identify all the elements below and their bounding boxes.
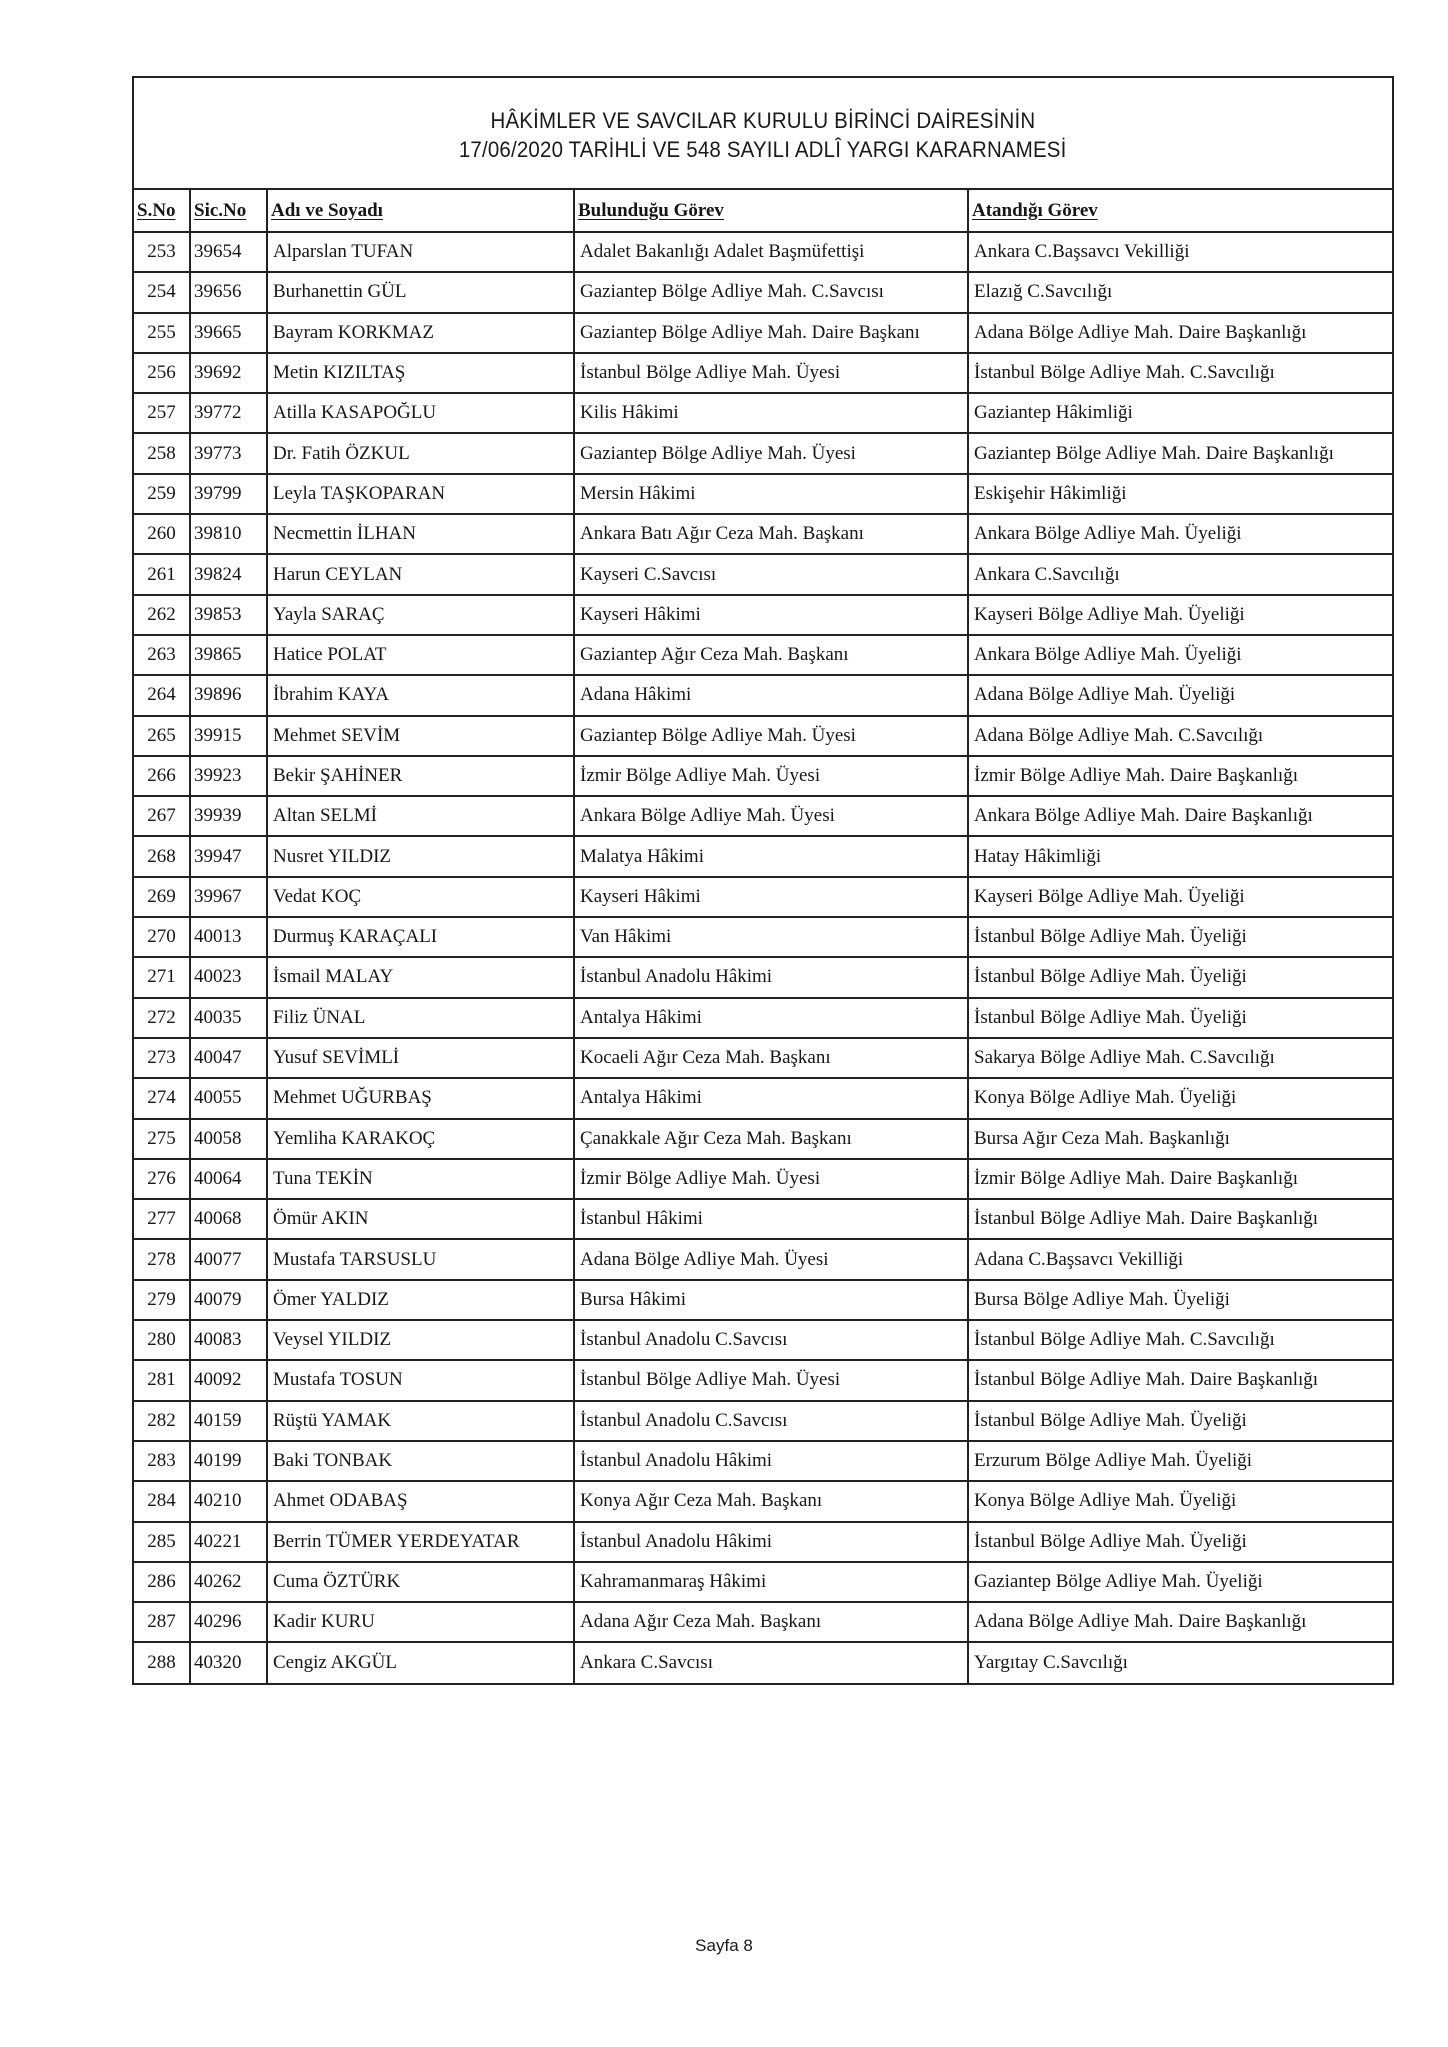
cell-current-post: İstanbul Anadolu Hâkimi (574, 957, 968, 997)
cell-assigned-post: Ankara C.Savcılığı (968, 554, 1392, 594)
cell-assigned-post: Ankara Bölge Adliye Mah. Daire Başkanlığı (968, 796, 1392, 836)
cell-assigned-post: Gaziantep Bölge Adliye Mah. Üyeliği (968, 1562, 1392, 1602)
cell-sno: 265 (134, 716, 190, 756)
cell-current-post: İstanbul Bölge Adliye Mah. Üyesi (574, 353, 968, 393)
cell-assigned-post: İstanbul Bölge Adliye Mah. Üyeliği (968, 917, 1392, 957)
cell-name: Mehmet SEVİM (267, 716, 574, 756)
cell-current-post: Adana Hâkimi (574, 675, 968, 715)
cell-current-post: Bursa Hâkimi (574, 1280, 968, 1320)
document-title-line-2: 17/06/2020 TARİHLİ VE 548 SAYILI ADLÎ YARGI KARARNAMESİ (459, 137, 1067, 162)
cell-sno: 273 (134, 1038, 190, 1078)
cell-sic-no: 39810 (190, 514, 267, 554)
cell-name: Veysel YILDIZ (267, 1320, 574, 1360)
cell-assigned-post: Adana C.Başsavcı Vekilliği (968, 1239, 1392, 1279)
cell-sic-no: 39939 (190, 796, 267, 836)
cell-assigned-post: Sakarya Bölge Adliye Mah. C.Savcılığı (968, 1038, 1392, 1078)
cell-name: Leyla TAŞKOPARAN (267, 474, 574, 514)
table-row (134, 393, 1392, 433)
table-row (134, 1642, 1392, 1682)
table-row (134, 1038, 1392, 1078)
table-row (134, 716, 1392, 756)
table-row (134, 917, 1392, 957)
table-row (134, 836, 1392, 876)
column-header-assigned-post: Atandığı Görev (968, 190, 1392, 232)
cell-current-post: Kocaeli Ağır Ceza Mah. Başkanı (574, 1038, 968, 1078)
cell-sic-no: 39923 (190, 756, 267, 796)
table-row (134, 514, 1392, 554)
cell-sic-no: 40064 (190, 1159, 267, 1199)
cell-assigned-post: Hatay Hâkimliği (968, 836, 1392, 876)
cell-name: Ömer YALDIZ (267, 1280, 574, 1320)
table-body (134, 232, 1392, 1683)
cell-assigned-post: İzmir Bölge Adliye Mah. Daire Başkanlığı (968, 756, 1392, 796)
cell-assigned-post: İstanbul Bölge Adliye Mah. Daire Başkanlığı (968, 1360, 1392, 1400)
cell-sno: 268 (134, 836, 190, 876)
cell-current-post: Kayseri Hâkimi (574, 595, 968, 635)
cell-assigned-post: İstanbul Bölge Adliye Mah. Daire Başkanlığı (968, 1199, 1392, 1239)
cell-name: Nusret YILDIZ (267, 836, 574, 876)
cell-sno: 269 (134, 877, 190, 917)
cell-sic-no: 40159 (190, 1401, 267, 1441)
cell-sic-no: 39824 (190, 554, 267, 594)
cell-sic-no: 39967 (190, 877, 267, 917)
table-row (134, 877, 1392, 917)
cell-current-post: Konya Ağır Ceza Mah. Başkanı (574, 1481, 968, 1521)
cell-assigned-post: Kayseri Bölge Adliye Mah. Üyeliği (968, 595, 1392, 635)
cell-sic-no: 40013 (190, 917, 267, 957)
table-row (134, 1280, 1392, 1320)
cell-name: Necmettin İLHAN (267, 514, 574, 554)
cell-current-post: Van Hâkimi (574, 917, 968, 957)
cell-sno: 288 (134, 1642, 190, 1682)
cell-assigned-post: Gaziantep Bölge Adliye Mah. Daire Başkanlığı (968, 433, 1392, 473)
cell-sno: 282 (134, 1401, 190, 1441)
cell-assigned-post: Adana Bölge Adliye Mah. C.Savcılığı (968, 716, 1392, 756)
cell-sic-no: 40092 (190, 1360, 267, 1400)
cell-current-post: İstanbul Hâkimi (574, 1199, 968, 1239)
appointments-table (134, 190, 1392, 1683)
cell-sic-no: 40199 (190, 1441, 267, 1481)
cell-assigned-post: Ankara Bölge Adliye Mah. Üyeliği (968, 635, 1392, 675)
cell-name: Atilla KASAPOĞLU (267, 393, 574, 433)
cell-name: Filiz ÜNAL (267, 998, 574, 1038)
cell-sno: 280 (134, 1320, 190, 1360)
table-row (134, 353, 1392, 393)
cell-sno: 270 (134, 917, 190, 957)
cell-sic-no: 39799 (190, 474, 267, 514)
cell-sic-no: 39654 (190, 232, 267, 272)
cell-sno: 277 (134, 1199, 190, 1239)
cell-name: Mustafa TARSUSLU (267, 1239, 574, 1279)
cell-sno: 260 (134, 514, 190, 554)
cell-current-post: Antalya Hâkimi (574, 998, 968, 1038)
cell-assigned-post: İstanbul Bölge Adliye Mah. Üyeliği (968, 1401, 1392, 1441)
cell-sno: 278 (134, 1239, 190, 1279)
cell-current-post: Ankara C.Savcısı (574, 1642, 968, 1682)
cell-current-post: Kayseri Hâkimi (574, 877, 968, 917)
cell-name: Cengiz AKGÜL (267, 1642, 574, 1682)
table-row (134, 1401, 1392, 1441)
cell-current-post: Gaziantep Bölge Adliye Mah. Üyesi (574, 433, 968, 473)
cell-sic-no: 40320 (190, 1642, 267, 1682)
cell-name: Yusuf SEVİMLİ (267, 1038, 574, 1078)
cell-name: Baki TONBAK (267, 1441, 574, 1481)
cell-name: Metin KIZILTAŞ (267, 353, 574, 393)
cell-name: Cuma ÖZTÜRK (267, 1562, 574, 1602)
cell-current-post: Malatya Hâkimi (574, 836, 968, 876)
table-row (134, 675, 1392, 715)
cell-name: Vedat KOÇ (267, 877, 574, 917)
cell-sic-no: 39853 (190, 595, 267, 635)
cell-sic-no: 40083 (190, 1320, 267, 1360)
cell-sno: 284 (134, 1481, 190, 1521)
table-row (134, 433, 1392, 473)
cell-assigned-post: Konya Bölge Adliye Mah. Üyeliği (968, 1481, 1392, 1521)
cell-sic-no: 39692 (190, 353, 267, 393)
cell-assigned-post: İstanbul Bölge Adliye Mah. Üyeliği (968, 998, 1392, 1038)
cell-current-post: Çanakkale Ağır Ceza Mah. Başkanı (574, 1119, 968, 1159)
cell-sno: 266 (134, 756, 190, 796)
table-row (134, 1481, 1392, 1521)
cell-name: Bekir ŞAHİNER (267, 756, 574, 796)
table-row (134, 796, 1392, 836)
cell-sno: 283 (134, 1441, 190, 1481)
cell-name: Rüştü YAMAK (267, 1401, 574, 1441)
cell-assigned-post: Yargıtay C.Savcılığı (968, 1642, 1392, 1682)
cell-sic-no: 40035 (190, 998, 267, 1038)
table-row (134, 1159, 1392, 1199)
cell-sno: 261 (134, 554, 190, 594)
table-row (134, 1562, 1392, 1602)
cell-name: Yemliha KARAKOÇ (267, 1119, 574, 1159)
cell-name: Ömür AKIN (267, 1199, 574, 1239)
cell-assigned-post: İstanbul Bölge Adliye Mah. Üyeliği (968, 957, 1392, 997)
table-row (134, 1199, 1392, 1239)
cell-current-post: Ankara Batı Ağır Ceza Mah. Başkanı (574, 514, 968, 554)
cell-sno: 262 (134, 595, 190, 635)
cell-sno: 286 (134, 1562, 190, 1602)
cell-current-post: İstanbul Anadolu C.Savcısı (574, 1401, 968, 1441)
cell-name: Burhanettin GÜL (267, 272, 574, 312)
cell-assigned-post: Ankara Bölge Adliye Mah. Üyeliği (968, 514, 1392, 554)
cell-sic-no: 39772 (190, 393, 267, 433)
cell-name: Mehmet UĞURBAŞ (267, 1078, 574, 1118)
cell-sno: 253 (134, 232, 190, 272)
cell-current-post: Mersin Hâkimi (574, 474, 968, 514)
cell-current-post: Adana Ağır Ceza Mah. Başkanı (574, 1602, 968, 1642)
cell-sic-no: 40055 (190, 1078, 267, 1118)
cell-current-post: İzmir Bölge Adliye Mah. Üyesi (574, 1159, 968, 1199)
cell-sno: 285 (134, 1522, 190, 1562)
table-row (134, 1522, 1392, 1562)
cell-sno: 276 (134, 1159, 190, 1199)
cell-assigned-post: Konya Bölge Adliye Mah. Üyeliği (968, 1078, 1392, 1118)
table-row (134, 554, 1392, 594)
cell-assigned-post: Eskişehir Hâkimliği (968, 474, 1392, 514)
cell-assigned-post: İstanbul Bölge Adliye Mah. C.Savcılığı (968, 1320, 1392, 1360)
cell-current-post: İstanbul Anadolu C.Savcısı (574, 1320, 968, 1360)
table-row (134, 1360, 1392, 1400)
cell-sic-no: 40296 (190, 1602, 267, 1642)
cell-current-post: Kayseri C.Savcısı (574, 554, 968, 594)
cell-current-post: Ankara Bölge Adliye Mah. Üyesi (574, 796, 968, 836)
cell-sno: 275 (134, 1119, 190, 1159)
cell-assigned-post: İzmir Bölge Adliye Mah. Daire Başkanlığı (968, 1159, 1392, 1199)
cell-sno: 267 (134, 796, 190, 836)
cell-assigned-post: Bursa Bölge Adliye Mah. Üyeliği (968, 1280, 1392, 1320)
table-row (134, 232, 1392, 272)
cell-assigned-post: İstanbul Bölge Adliye Mah. C.Savcılığı (968, 353, 1392, 393)
cell-assigned-post: Adana Bölge Adliye Mah. Üyeliği (968, 675, 1392, 715)
cell-current-post: Kahramanmaraş Hâkimi (574, 1562, 968, 1602)
document-title-line-1: HÂKİMLER VE SAVCILAR KURULU BİRİNCİ DAİRESİNİN (490, 108, 1036, 133)
table-row (134, 313, 1392, 353)
cell-sno: 254 (134, 272, 190, 312)
cell-current-post: Gaziantep Bölge Adliye Mah. C.Savcısı (574, 272, 968, 312)
cell-current-post: Kilis Hâkimi (574, 393, 968, 433)
table-row (134, 635, 1392, 675)
cell-sno: 255 (134, 313, 190, 353)
cell-sic-no: 39865 (190, 635, 267, 675)
cell-current-post: İstanbul Anadolu Hâkimi (574, 1441, 968, 1481)
cell-assigned-post: Adana Bölge Adliye Mah. Daire Başkanlığı (968, 1602, 1392, 1642)
cell-sno: 256 (134, 353, 190, 393)
cell-current-post: Adalet Bakanlığı Adalet Başmüfettişi (574, 232, 968, 272)
table-row (134, 957, 1392, 997)
column-header-current-post: Bulunduğu Görev (574, 190, 968, 232)
cell-sno: 279 (134, 1280, 190, 1320)
cell-sic-no: 40077 (190, 1239, 267, 1279)
cell-name: Bayram KORKMAZ (267, 313, 574, 353)
table-row (134, 1119, 1392, 1159)
cell-sic-no: 40068 (190, 1199, 267, 1239)
document-title-block (134, 78, 1392, 190)
cell-name: Dr. Fatih ÖZKUL (267, 433, 574, 473)
cell-name: Tuna TEKİN (267, 1159, 574, 1199)
table-row (134, 1239, 1392, 1279)
cell-name: Ahmet ODABAŞ (267, 1481, 574, 1521)
cell-assigned-post: Erzurum Bölge Adliye Mah. Üyeliği (968, 1441, 1392, 1481)
cell-assigned-post: Bursa Ağır Ceza Mah. Başkanlığı (968, 1119, 1392, 1159)
cell-sno: 258 (134, 433, 190, 473)
table-header-row (134, 190, 1392, 232)
cell-sic-no: 40047 (190, 1038, 267, 1078)
cell-name: Altan SELMİ (267, 796, 574, 836)
cell-sic-no: 39773 (190, 433, 267, 473)
cell-name: Alparslan TUFAN (267, 232, 574, 272)
cell-current-post: İstanbul Bölge Adliye Mah. Üyesi (574, 1360, 968, 1400)
cell-sic-no: 40023 (190, 957, 267, 997)
cell-name: İbrahim KAYA (267, 675, 574, 715)
column-header-sno: S.No (134, 190, 190, 232)
cell-current-post: İzmir Bölge Adliye Mah. Üyesi (574, 756, 968, 796)
page-number: Sayfa 8 (695, 1936, 753, 1955)
cell-name: Mustafa TOSUN (267, 1360, 574, 1400)
cell-sno: 257 (134, 393, 190, 433)
cell-sic-no: 40221 (190, 1522, 267, 1562)
cell-assigned-post: Kayseri Bölge Adliye Mah. Üyeliği (968, 877, 1392, 917)
cell-sic-no: 40058 (190, 1119, 267, 1159)
table-row (134, 272, 1392, 312)
cell-name: Yayla SARAÇ (267, 595, 574, 635)
table-row (134, 998, 1392, 1038)
cell-current-post: Gaziantep Bölge Adliye Mah. Üyesi (574, 716, 968, 756)
cell-current-post: İstanbul Anadolu Hâkimi (574, 1522, 968, 1562)
column-header-name: Adı ve Soyadı (267, 190, 574, 232)
cell-sno: 281 (134, 1360, 190, 1400)
cell-sno: 263 (134, 635, 190, 675)
cell-assigned-post: Adana Bölge Adliye Mah. Daire Başkanlığı (968, 313, 1392, 353)
cell-name: Kadir KURU (267, 1602, 574, 1642)
cell-sic-no: 39665 (190, 313, 267, 353)
table-row (134, 595, 1392, 635)
cell-assigned-post: İstanbul Bölge Adliye Mah. Üyeliği (968, 1522, 1392, 1562)
cell-current-post: Gaziantep Bölge Adliye Mah. Daire Başkanı (574, 313, 968, 353)
cell-sno: 274 (134, 1078, 190, 1118)
cell-name: İsmail MALAY (267, 957, 574, 997)
table-row (134, 1320, 1392, 1360)
table-row (134, 1441, 1392, 1481)
cell-sic-no: 39947 (190, 836, 267, 876)
cell-sic-no: 40262 (190, 1562, 267, 1602)
decree-document-frame (132, 76, 1394, 1685)
cell-sic-no: 40079 (190, 1280, 267, 1320)
table-row (134, 474, 1392, 514)
cell-current-post: Antalya Hâkimi (574, 1078, 968, 1118)
cell-current-post: Adana Bölge Adliye Mah. Üyesi (574, 1239, 968, 1279)
cell-sno: 264 (134, 675, 190, 715)
cell-current-post: Gaziantep Ağır Ceza Mah. Başkanı (574, 635, 968, 675)
cell-sic-no: 39896 (190, 675, 267, 715)
column-header-sic-no: Sic.No (190, 190, 267, 232)
cell-name: Durmuş KARAÇALI (267, 917, 574, 957)
cell-sno: 287 (134, 1602, 190, 1642)
cell-name: Harun CEYLAN (267, 554, 574, 594)
cell-assigned-post: Gaziantep Hâkimliği (968, 393, 1392, 433)
cell-sno: 272 (134, 998, 190, 1038)
cell-sic-no: 40210 (190, 1481, 267, 1521)
cell-assigned-post: Elazığ C.Savcılığı (968, 272, 1392, 312)
cell-name: Berrin TÜMER YERDEYATAR (267, 1522, 574, 1562)
table-row (134, 1602, 1392, 1642)
cell-assigned-post: Ankara C.Başsavcı Vekilliği (968, 232, 1392, 272)
cell-sic-no: 39915 (190, 716, 267, 756)
cell-sic-no: 39656 (190, 272, 267, 312)
cell-name: Hatice POLAT (267, 635, 574, 675)
cell-sno: 271 (134, 957, 190, 997)
table-row (134, 1078, 1392, 1118)
table-row (134, 756, 1392, 796)
cell-sno: 259 (134, 474, 190, 514)
